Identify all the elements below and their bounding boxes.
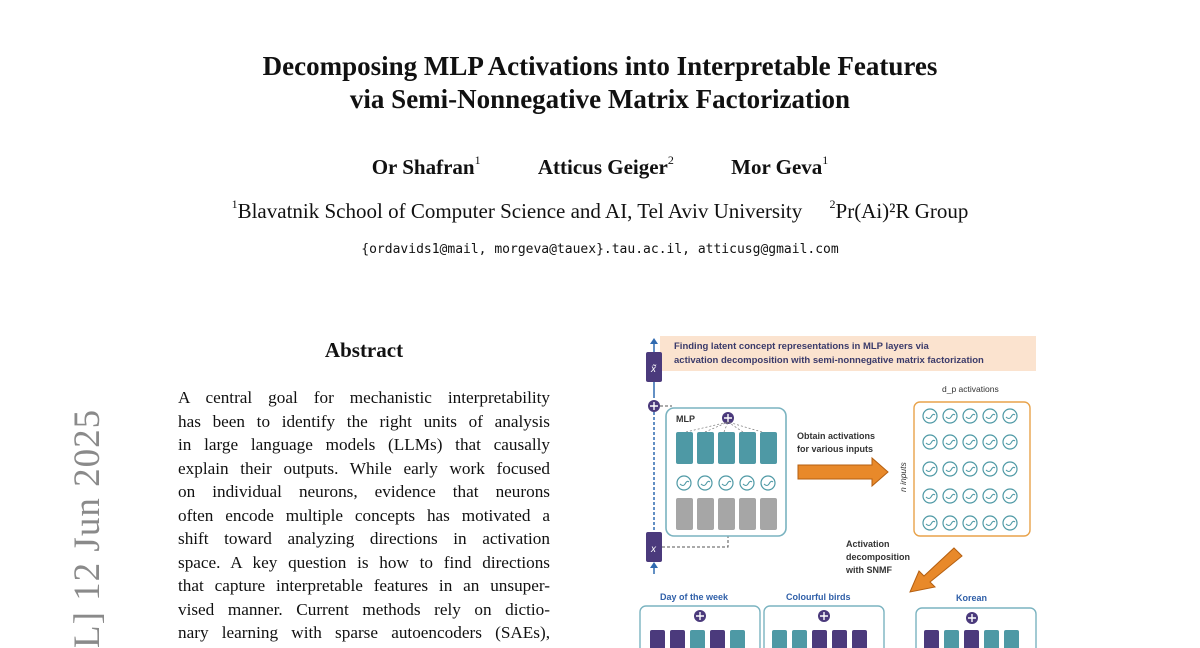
panel-label-1: Day of the week [660, 592, 729, 602]
abstract-line: on individual neurons, evidence that neurons [178, 482, 550, 501]
mlp-label: MLP [676, 414, 695, 424]
author-3: Mor Geva$^1$ [731, 153, 829, 179]
decomp-line-3: with SNMF [846, 565, 892, 575]
arxiv-stamp: L] 12 Jun 2025 [67, 408, 108, 648]
title-line-2: via Semi-Nonnegative Matrix Factorization [349, 84, 851, 114]
banner-line-1: Finding latent concept representations in MLP layers via [674, 341, 929, 352]
obtain-line-2: for various inputs [797, 444, 874, 454]
abstract-line: that capture interpretable features in an unsuper- [178, 576, 550, 595]
abstract-line: vised manner. Current methods rely on dictio- [178, 599, 550, 619]
overview-figure [638, 334, 1038, 648]
n-inputs-label: n inputs [898, 462, 908, 492]
author-list [0, 155, 1200, 180]
author-emails[interactable]: {ordavids1@mail, morgeva@tauex}.tau.ac.il, atticusg@gmail.com [361, 242, 839, 257]
abstract-line: often encode multiple concepts has motivated a [178, 505, 550, 525]
affiliation-2-wrap: $^2$Pr(Ai)²R Group [829, 197, 969, 223]
affiliation-2: Pr(Ai)²R Group [835, 199, 969, 223]
decomp-line-1: Activation [846, 539, 890, 549]
obtain-arrow [798, 458, 888, 486]
author-1: Or Shafran$^1$ [371, 153, 481, 179]
decomp-arrow [910, 548, 962, 592]
x-tilde-label: x̃ [651, 364, 656, 375]
abstract-heading: Abstract [324, 338, 404, 362]
affiliation-1: Blavatnik School of Computer Science and AI, Tel Aviv University [237, 199, 803, 223]
panel-label-3: Korean [956, 593, 988, 603]
x-label: x [651, 544, 656, 555]
obtain-line-1: Obtain activations [797, 431, 876, 441]
banner-line-2: activation decomposition with semi-nonnegative matrix factorization [674, 355, 984, 366]
arxiv-sidebar [20, 390, 108, 648]
decomp-line-2: decomposition [846, 552, 911, 562]
author-2: Atticus Geiger$^2$ [537, 153, 674, 179]
panel-2 [764, 606, 884, 648]
abstract-body [178, 386, 550, 645]
paper-title [0, 50, 1200, 116]
abstract-line: nary learning with sparse autoencoders (SAEs), [178, 623, 550, 642]
panel-label-2: Colourful birds [786, 592, 851, 602]
abstract-line: A central goal for mechanistic interpretability [178, 388, 550, 407]
affiliations: $^1$Blavatnik School of Computer Science and AI, Tel Aviv University $^2$Pr(Ai)²R Group [231, 197, 969, 223]
panel-3 [916, 608, 1036, 648]
abstract-line: space. A key question is how to find directions [178, 552, 550, 572]
abstract-line: shift toward analyzing directions in activation [178, 529, 550, 548]
title-line-1: Decomposing MLP Activations into Interpretable Features [262, 51, 938, 81]
abstract-line: explain their outputs. While early work focused [178, 458, 550, 478]
abstract-line: has been to identify the right units of analysis [178, 411, 550, 431]
abstract-line: in large language models (LLMs) that causally [178, 435, 550, 454]
dp-activations-label: d_p activations [942, 384, 999, 394]
panel-1 [640, 606, 760, 648]
residual-add-node [648, 400, 660, 412]
